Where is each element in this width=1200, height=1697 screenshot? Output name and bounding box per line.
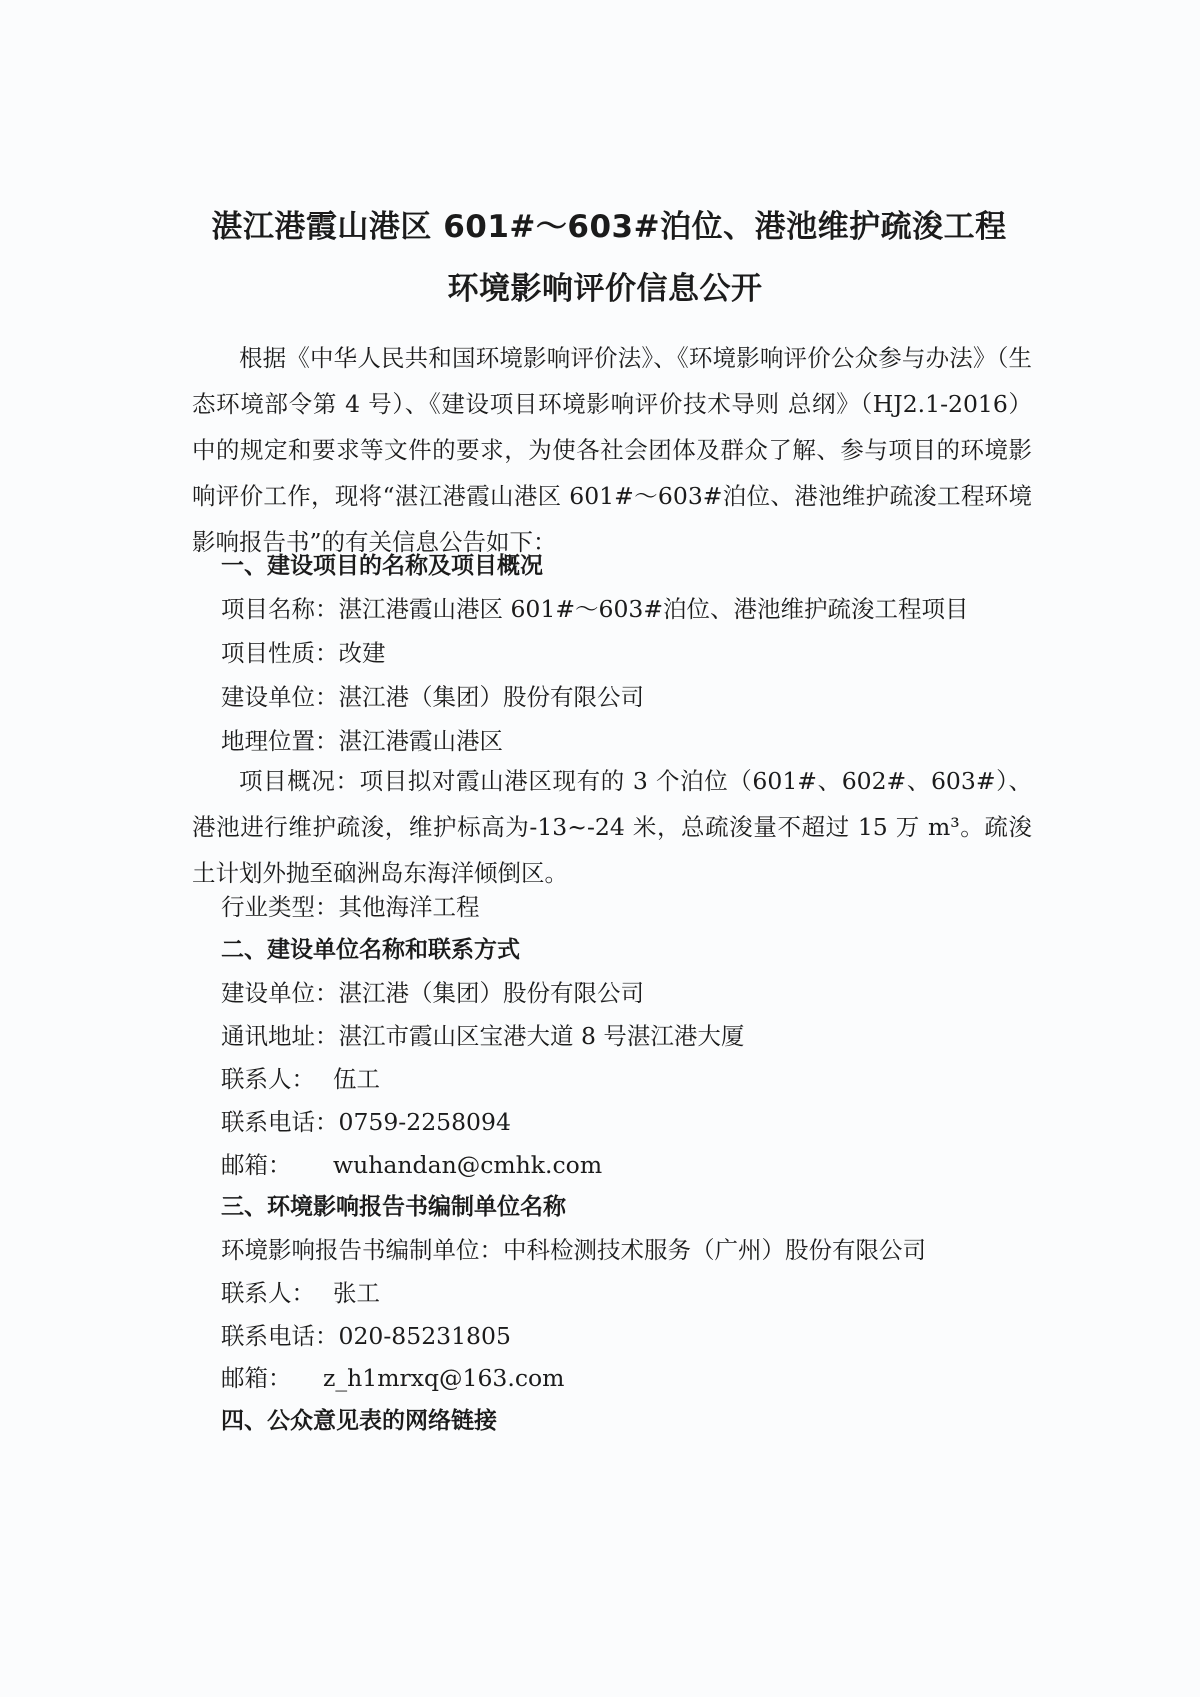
builder-phone: 联系电话：0759-2258094 xyxy=(221,1108,511,1136)
builder-email-value[interactable]: wuhandan@cmhk.com xyxy=(333,1151,603,1179)
report-contact-value: 张工 xyxy=(333,1279,380,1307)
report-unit: 环境影响报告书编制单位：中科检测技术服务（广州）股份有限公司 xyxy=(221,1236,926,1264)
document-title-line-2: 环境影响评价信息公开 xyxy=(447,271,763,307)
builder-address: 通讯地址：湛江市霞山区宝港大道 8 号湛江港大厦 xyxy=(221,1022,745,1050)
report-contact-label: 联系人： xyxy=(221,1279,315,1307)
project-location: 地理位置：湛江港霞山港区 xyxy=(221,727,503,755)
builder-unit: 建设单位：湛江港（集团）股份有限公司 xyxy=(221,979,644,1007)
builder-email-row xyxy=(221,1151,603,1179)
project-builder: 建设单位：湛江港（集团）股份有限公司 xyxy=(221,683,644,711)
builder-contact-label: 联系人： xyxy=(221,1065,315,1093)
section-1-heading: 一、建设项目的名称及项目概况 xyxy=(221,553,543,579)
document-title-line-1: 湛江港霞山港区 601#～603#泊位、港池维护疏浚工程 xyxy=(211,209,1007,245)
report-email-label: 邮箱： xyxy=(221,1364,292,1392)
builder-email-label: 邮箱： xyxy=(221,1151,292,1179)
project-name: 项目名称：湛江港霞山港区 601#～603#泊位、港池维护疏浚工程项目 xyxy=(221,595,969,623)
report-email-value[interactable]: z_h1mrxq@163.com xyxy=(323,1364,565,1392)
builder-contact-value: 伍工 xyxy=(333,1065,380,1093)
section-3-heading: 三、环境影响报告书编制单位名称 xyxy=(221,1194,566,1220)
project-industry: 行业类型：其他海洋工程 xyxy=(221,893,480,921)
project-nature: 项目性质：改建 xyxy=(221,639,386,667)
report-phone: 联系电话：020-85231805 xyxy=(221,1322,511,1350)
section-4-heading: 四、公众意见表的网络链接 xyxy=(221,1408,497,1434)
project-overview: 项目概况：项目拟对霞山港区现有的 3 个泊位（601#、602#、603#）、港池进行维护疏浚，维护标高为-13~-24 米，总疏浚量不超过 15 万 m³。疏浚土计划外抛至硇洲岛东海洋倾倒区。 xyxy=(192,767,1032,887)
intro-paragraph: 根据《中华人民共和国环境影响评价法》、《环境影响评价公众参与办法》（生态环境部令第 4 号）、《建设项目环境影响评价技术导则 总纲》（HJ2.1-2016）中的规定和要求等文件的要求，为使各社会团体及群众了解、参与项目的环境影响评价工作，现将“湛江港霞山港区 601#～603#泊位、港池维护疏浚工程环境影响报告书”的有关信息公告如下： xyxy=(192,344,1032,556)
builder-contact-row xyxy=(221,1065,380,1093)
report-contact-row xyxy=(221,1279,380,1307)
report-email-row xyxy=(221,1364,565,1392)
section-2-heading: 二、建设单位名称和联系方式 xyxy=(221,937,520,963)
